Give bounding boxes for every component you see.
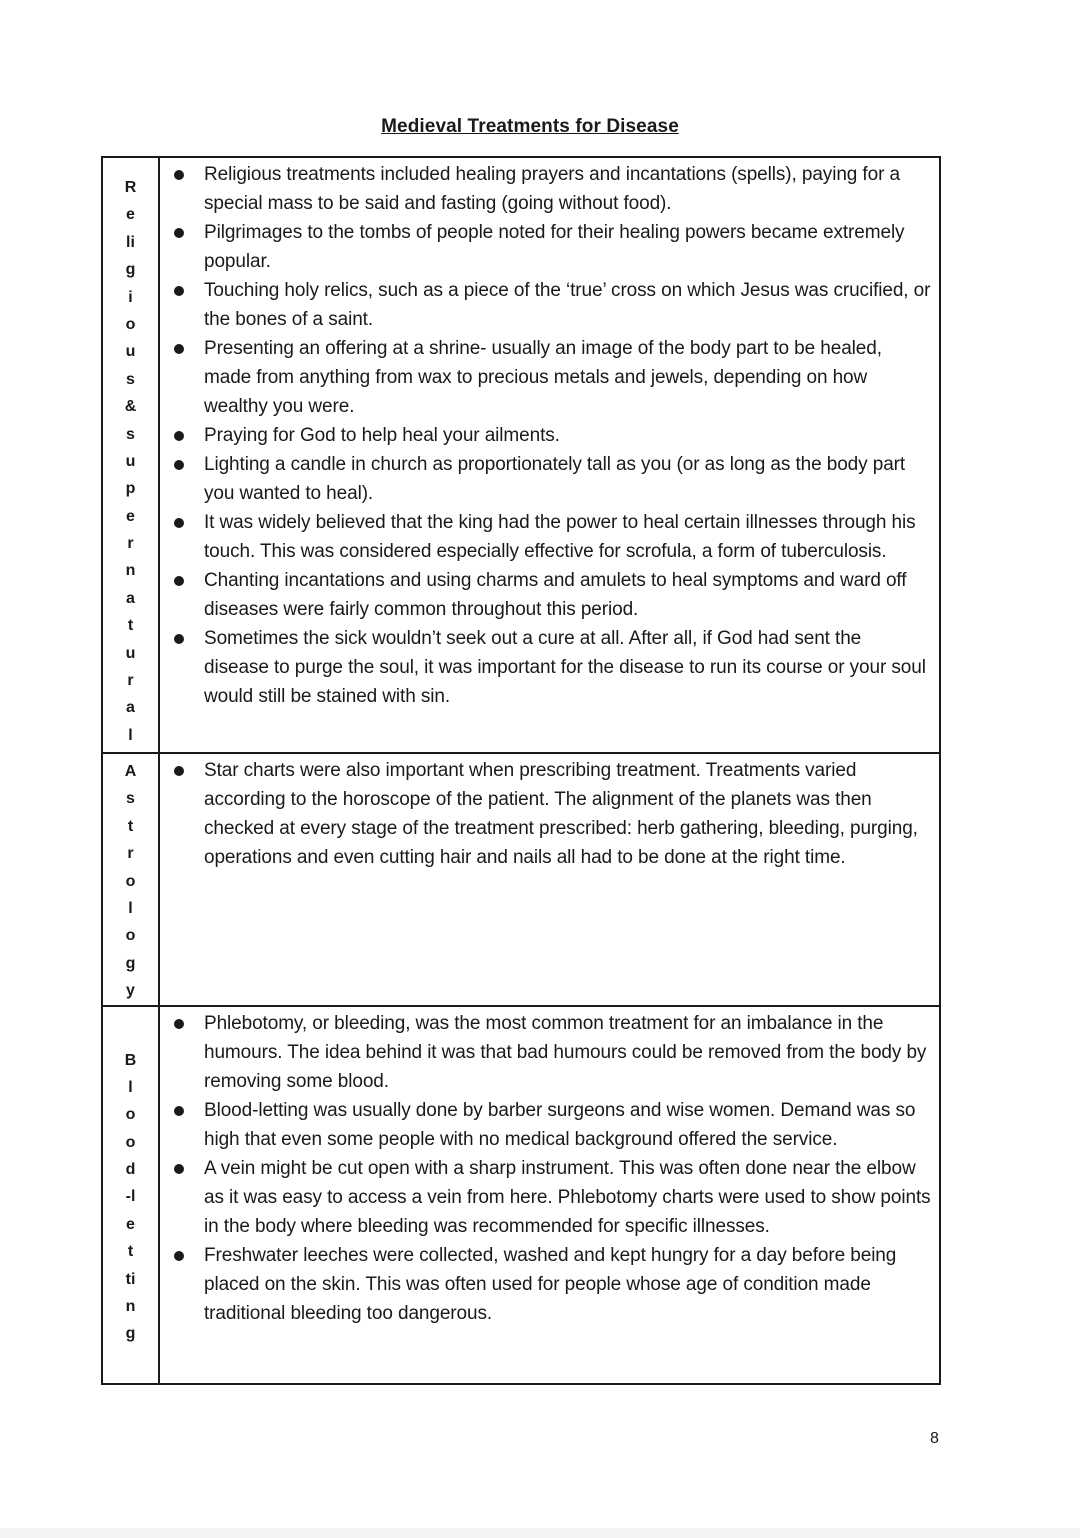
section-label-astrology bbox=[103, 754, 158, 1005]
bullet-item: Presenting an offering at a shrine- usually an image of the body part to be healed, made from anything from wax to precious metals and jewels, depending on how wealthy you were. bbox=[204, 334, 931, 421]
page-title: Medieval Treatments for Disease bbox=[381, 116, 679, 137]
bullet-item: Religious treatments included healing prayers and incantations (spells), paying for a special mass to be said and fasting (going without food). bbox=[204, 160, 931, 218]
bullet-list-astrology bbox=[160, 754, 939, 872]
label-letter: y bbox=[126, 982, 135, 1000]
label-letter: R bbox=[124, 179, 137, 196]
bullet-item: Chanting incantations and using charms and amulets to heal symptoms and ward off diseases were fairly common throughout this period. bbox=[204, 566, 931, 624]
label-letter: & bbox=[124, 398, 137, 416]
section-label-blood-letting bbox=[103, 1007, 158, 1348]
label-letter: r bbox=[127, 672, 134, 690]
label-letter: t bbox=[127, 817, 134, 835]
label-letter: r bbox=[127, 845, 134, 863]
label-letter: -l bbox=[125, 1188, 136, 1206]
label-letter: ti bbox=[125, 1270, 136, 1288]
label-letter: s bbox=[126, 790, 135, 808]
section-label-cell bbox=[102, 753, 159, 1006]
label-letter: l bbox=[128, 1078, 133, 1096]
label-letter: g bbox=[125, 261, 136, 279]
bullet-item: Praying for God to help heal your ailments. bbox=[204, 421, 931, 450]
label-letter: i bbox=[128, 288, 133, 306]
label-letter: a bbox=[126, 699, 135, 717]
section-content-cell bbox=[159, 157, 940, 753]
section-row-astrology bbox=[102, 753, 940, 1006]
label-letter: o bbox=[125, 1133, 136, 1151]
label-letter: s bbox=[126, 425, 135, 443]
label-letter: g bbox=[125, 954, 136, 972]
bullet-list-blood-letting bbox=[160, 1007, 939, 1328]
label-letter: t bbox=[127, 617, 134, 635]
bullet-item: A vein might be cut open with a sharp instrument. This was often done near the elbow as it was easy to access a vein from here. Phlebotomy charts were used to show points in the body where bleeding was recommended for specific illnesses. bbox=[204, 1154, 931, 1241]
label-letter: u bbox=[125, 343, 136, 361]
label-letter: B bbox=[124, 1051, 137, 1069]
label-letter: d bbox=[125, 1161, 136, 1179]
section-label-cell bbox=[102, 1006, 159, 1384]
label-letter: l bbox=[128, 899, 133, 917]
footer-strip bbox=[0, 1528, 1080, 1538]
treatments-table bbox=[101, 156, 941, 1385]
bullet-item: Pilgrimages to the tombs of people noted for their healing powers became extremely popular. bbox=[204, 218, 931, 276]
section-content-cell bbox=[159, 753, 940, 1006]
bullet-item: It was widely believed that the king had the power to heal certain illnesses through his touch. This was considered especially effective for scrofula, a form of tuberculosis. bbox=[204, 508, 931, 566]
bullet-item: Touching holy relics, such as a piece of the ‘true’ cross on which Jesus was crucified, or the bones of a saint. bbox=[204, 276, 931, 334]
label-letter: o bbox=[125, 872, 136, 890]
page-number: 8 bbox=[930, 1430, 939, 1447]
label-letter: o bbox=[125, 315, 136, 333]
bullet-item: Lighting a candle in church as proportionately tall as you (or as long as the body part you wanted to heal). bbox=[204, 450, 931, 508]
bullet-item: Blood-letting was usually done by barber surgeons and wise women. Demand was so high that even some people with no medical background offered the service. bbox=[204, 1096, 931, 1154]
section-row-blood-letting bbox=[102, 1006, 940, 1384]
bullet-item: Phlebotomy, or bleeding, was the most common treatment for an imbalance in the humours. The idea behind it was that bad humours could be removed from the body by removing some blood. bbox=[204, 1009, 931, 1096]
label-letter: e bbox=[126, 507, 135, 525]
label-letter: l bbox=[128, 726, 133, 744]
section-row-religious bbox=[102, 157, 940, 753]
label-letter: o bbox=[125, 927, 136, 945]
bullet-item: Star charts were also important when prescribing treatment. Treatments varied according to the horoscope of the patient. The alignment of the planets was then checked at every stage of the treatment prescribed: herb gathering, bleeding, purging, operations and even cutting hair and nails all had to be done at the right time. bbox=[204, 756, 931, 872]
bullet-item: Sometimes the sick wouldn’t seek out a cure at all. After all, if God had sent the disease to purge the soul, it was important for the disease to run its course or your soul would still be stained with sin. bbox=[204, 624, 931, 711]
label-letter: a bbox=[126, 589, 135, 607]
section-content-cell bbox=[159, 1006, 940, 1384]
label-letter: p bbox=[125, 480, 136, 498]
section-label-religious bbox=[103, 158, 158, 749]
bullet-list-religious bbox=[160, 158, 939, 711]
label-letter: t bbox=[127, 1243, 134, 1261]
label-letter: s bbox=[126, 370, 135, 388]
section-label-cell bbox=[102, 157, 159, 753]
label-letter: o bbox=[125, 1106, 136, 1124]
label-letter: e bbox=[126, 1215, 135, 1233]
label-letter: n bbox=[125, 1298, 136, 1316]
label-letter: n bbox=[125, 562, 136, 580]
bullet-item: Freshwater leeches were collected, washed and kept hungry for a day before being placed on the skin. This was often used for people whose age of condition made traditional bleeding too dangerous. bbox=[204, 1241, 931, 1328]
label-letter: A bbox=[124, 763, 137, 780]
label-letter: u bbox=[125, 452, 136, 470]
label-letter: r bbox=[127, 535, 134, 553]
label-letter: li bbox=[126, 233, 135, 251]
label-letter: u bbox=[125, 644, 136, 662]
label-letter: g bbox=[125, 1325, 136, 1343]
label-letter: e bbox=[126, 206, 135, 224]
